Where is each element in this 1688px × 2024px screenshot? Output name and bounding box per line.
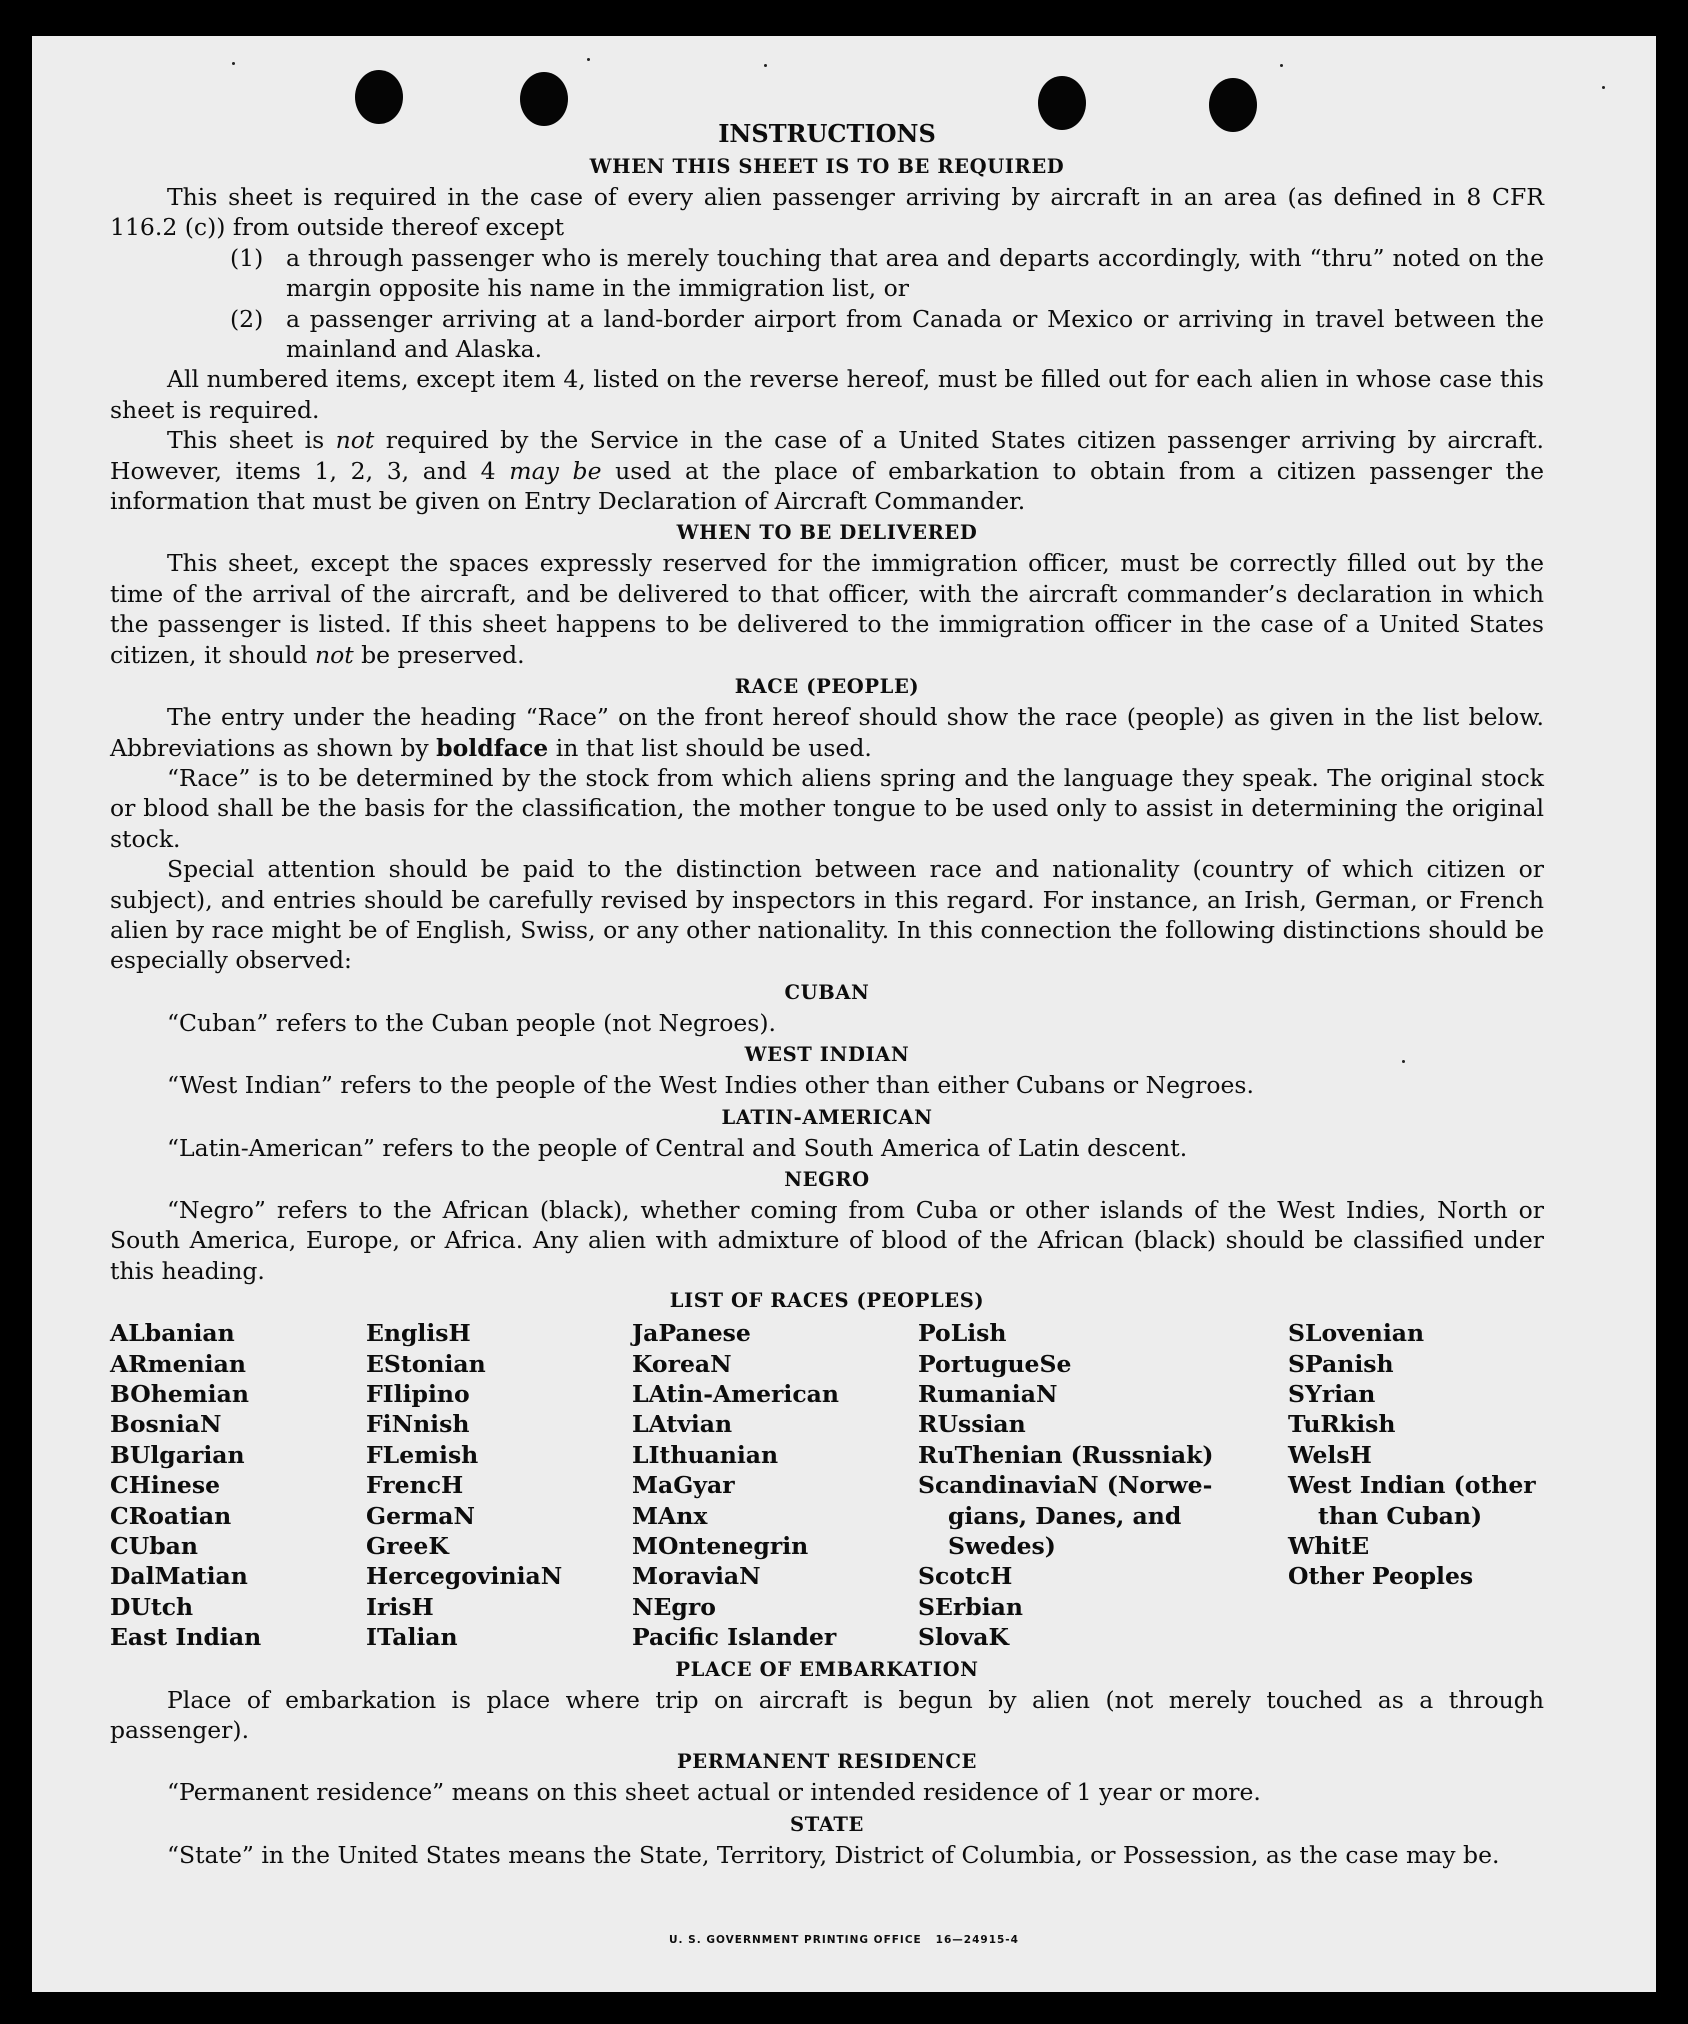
race-entry: West Indian (other (1288, 1471, 1536, 1500)
text-run: in that list should be used. (548, 733, 872, 762)
race-entry: CHinese (110, 1471, 221, 1500)
race-column-1 (110, 1318, 366, 1652)
race-entry: DalMatian (110, 1562, 248, 1591)
race-entry: GermaN (366, 1501, 475, 1530)
race-entry: LAtvian (632, 1410, 733, 1439)
text-run: The entry under the heading “Race” on the front hereof should show the race (people) as given in the list below. Abbreviations as shown by (110, 703, 1544, 762)
race-entry: FLemish (366, 1440, 479, 1469)
race-entry: WhitE (1288, 1532, 1370, 1561)
heading-delivered: WHEN TO BE DELIVERED (676, 521, 978, 545)
delivered-paragraph (110, 548, 1544, 670)
race-entry: WelsH (1288, 1440, 1372, 1469)
race-entry: FrencH (366, 1471, 464, 1500)
race-column-5 (1288, 1318, 1544, 1652)
heading-state: STATE (790, 1812, 864, 1836)
emphasis: may be (509, 456, 602, 485)
latin-american-paragraph: “Latin-American” refers to the people of Central and South America of Latin descent. (167, 1133, 1188, 1162)
west-indian-paragraph: “West Indian” refers to the people of the West Indies other than either Cubans or Negroes. (167, 1071, 1254, 1100)
race-entry: BUlgarian (110, 1440, 245, 1469)
text-run: This sheet is (167, 426, 336, 455)
race-entry: ITalian (366, 1623, 458, 1652)
document-page (32, 36, 1656, 1992)
race-entry: IrisH (366, 1592, 434, 1621)
text-run: This sheet, except the spaces expressly reserved for the immigration officer, must be correctly filled out by the time of the arrival of the aircraft, and be delivered to that officer, with the aircraft commander’s declaration in which the passenger is listed. If this sheet happens to be delivered to the immigration officer in the case of a United States citizen, it should (110, 549, 1544, 669)
text-run: required by the Service in the case of a United States citizen passenger arriving by aircraft. However, items 1, 2, 3, and 4 (110, 426, 1544, 485)
race-list (110, 1318, 1544, 1652)
negro-paragraph: “Negro” refers to the African (black), whether coming from Cuba or other islands of the West Indies, North or South America, Europe, or Africa. Any alien with admixture of blood of the African (black) should be classified under this heading. (110, 1195, 1544, 1285)
residence-paragraph: “Permanent residence” means on this sheet actual or intended residence of 1 year or more. (167, 1778, 1261, 1807)
heading-residence: PERMANENT RESIDENCE (677, 1750, 977, 1774)
race-entry: SErbian (918, 1592, 1023, 1621)
heading-cuban: CUBAN (784, 980, 870, 1004)
race-entry: TuRkish (1288, 1410, 1396, 1439)
race-paragraph-2: “Race” is to be determined by the stock from which aliens spring and the language they speak. The original stock or blood shall be the basis for the classification, the mother tongue to be used only to assist in determining the original stock. (110, 763, 1544, 853)
punch-hole (355, 70, 403, 124)
race-entry: RumaniaN (918, 1380, 1058, 1408)
printer-imprint: U. S. GOVERNMENT PRINTING OFFICE 16—24915-4 (669, 1934, 1019, 1946)
race-entry: FIlipino (366, 1380, 470, 1408)
race-entry: HercegoviniaN (366, 1562, 563, 1591)
bold-text: boldface (436, 733, 549, 762)
heading-latin-american: LATIN-AMERICAN (721, 1105, 933, 1129)
item-text: a through passenger who is merely touching that area and departs accordingly, with “thru” noted on the margin opposite his name in the immigration list, or (286, 243, 1544, 303)
heading-list-of-races: LIST OF RACES (PEOPLES) (669, 1289, 985, 1313)
race-entry: ALbanian (110, 1319, 235, 1348)
state-paragraph: “State” in the United States means the State, Territory, District of Columbia, or Possession, as the case may be. (167, 1840, 1500, 1869)
race-entry: Other Peoples (1288, 1562, 1474, 1591)
race-entry: MaGyar (632, 1471, 735, 1500)
required-paragraph-3 (110, 425, 1544, 516)
race-paragraph-1 (110, 702, 1544, 763)
race-entry: Pacific Islander (632, 1623, 837, 1652)
race-entry: ARmenian (110, 1349, 246, 1378)
race-entry: FiNnish (366, 1410, 470, 1439)
race-entry: MoraviaN (632, 1562, 761, 1591)
race-column-2 (366, 1318, 632, 1652)
page-title: INSTRUCTIONS (718, 119, 936, 148)
item-number: (2) (230, 304, 264, 333)
emphasis: not (335, 426, 375, 455)
heading-race: RACE (PEOPLE) (734, 675, 920, 699)
emphasis: not (314, 640, 354, 669)
race-paragraph-3: Special attention should be paid to the distinction between race and nationality (country of which citizen or subject), and entries should be carefully revised by inspectors in this regard. For instance, an Irish, German, or French alien by race might be of English, Swiss, or any other nationality. In this connection the following distinctions should be especially observed: (110, 855, 1544, 975)
race-entry: CUban (110, 1532, 198, 1561)
text-run: be preserved. (353, 640, 525, 669)
embarkation-paragraph: Place of embarkation is place where trip on aircraft is begun by alien (not merely touched as a through passenger). (110, 1685, 1544, 1745)
race-entry: PortugueSe (918, 1349, 1072, 1378)
race-entry: MOntenegrin (632, 1532, 809, 1561)
speck (232, 62, 235, 65)
speck (764, 64, 767, 67)
race-column-4 (918, 1318, 1288, 1652)
race-entry: ScotcH (918, 1562, 1013, 1591)
exception-item-1 (110, 243, 1544, 304)
race-entry: RuThenian (Russniak) (918, 1440, 1214, 1469)
race-entry: JaPanese (632, 1319, 751, 1348)
race-entry: LAtin-American (632, 1380, 839, 1408)
race-entry: GreeK (366, 1532, 449, 1561)
heading-embarkation: PLACE OF EMBARKATION (675, 1657, 979, 1681)
item-text: a passenger arriving at a land-border airport from Canada or Mexico or arriving in travel between the mainland and Alaska. (286, 304, 1544, 364)
instructions-body (110, 118, 1544, 1870)
race-entry: SlovaK (918, 1623, 1009, 1652)
race-entry: KoreaN (632, 1349, 732, 1378)
speck (1602, 86, 1605, 89)
race-column-3 (632, 1318, 918, 1652)
item-number: (1) (230, 243, 264, 272)
race-entry: RUssian (918, 1410, 1026, 1439)
speck (1280, 64, 1283, 67)
race-entry: NEgro (632, 1592, 716, 1621)
race-entry: MAnx (632, 1501, 708, 1530)
required-intro: This sheet is required in the case of every alien passenger arriving by aircraft in an area (as defined in 8 CFR 116.2 (c)) from outside thereof except (110, 183, 1544, 242)
heading-required: WHEN THIS SHEET IS TO BE REQUIRED (589, 155, 1065, 178)
race-entry: DUtch (110, 1592, 194, 1621)
cuban-paragraph: “Cuban” refers to the Cuban people (not Negroes). (167, 1008, 777, 1037)
race-entry: East Indian (110, 1623, 262, 1652)
race-entry-continued: Swedes) (948, 1532, 1056, 1561)
heading-negro: NEGRO (784, 1167, 870, 1191)
race-entry-continued: gians, Danes, and (948, 1501, 1182, 1530)
race-entry: SLovenian (1288, 1319, 1425, 1348)
race-entry: SYrian (1288, 1380, 1376, 1408)
race-entry: PoLish (918, 1319, 1007, 1348)
text-run: used at the place of embarkation to obtain from a citizen passenger the information that must be given on Entry Declaration of Aircraft Commander. (110, 456, 1544, 516)
race-entry: CRoatian (110, 1501, 232, 1530)
race-entry: EnglisH (366, 1319, 471, 1348)
required-paragraph-2: All numbered items, except item 4, listed on the reverse hereof, must be filled out for each alien in whose case this sheet is required. (110, 365, 1544, 424)
race-entry: BOhemian (110, 1380, 249, 1408)
exception-item-2 (110, 304, 1544, 365)
race-entry: BosniaN (110, 1410, 222, 1439)
race-entry: ScandinaviaN (Norwe- (918, 1471, 1213, 1500)
speck (587, 58, 590, 61)
heading-west-indian: WEST INDIAN (744, 1043, 910, 1067)
race-entry-continued: than Cuban) (1318, 1501, 1483, 1530)
race-entry: LIthuanian (632, 1440, 779, 1469)
race-entry: EStonian (366, 1349, 486, 1378)
race-entry: SPanish (1288, 1349, 1394, 1378)
